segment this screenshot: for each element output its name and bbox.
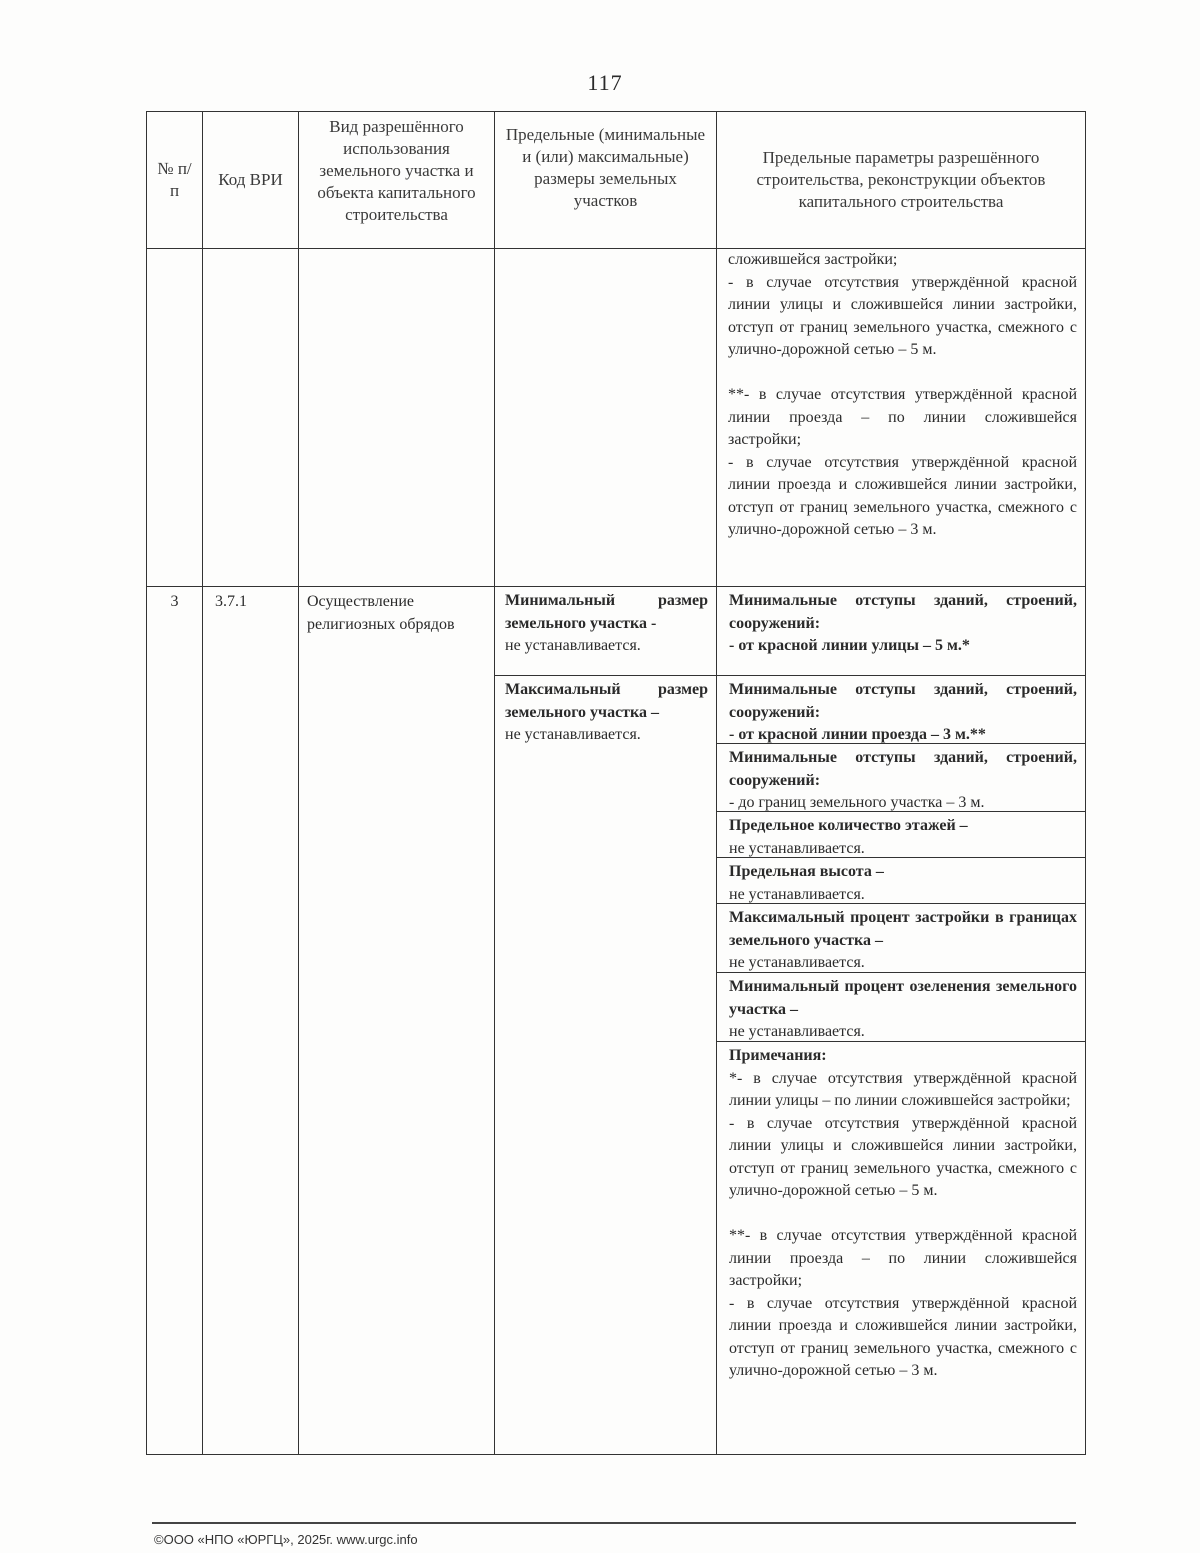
param-greening: Минимальный процент озеленения земельного участка – не устанавливается. <box>717 973 1085 1042</box>
param-setback-street: Минимальные отступы зданий, строений, сооружений: - от красной линии улицы – 5 м.* <box>717 587 1085 676</box>
plot-min: Минимальный размер земельного участка - не устанавливается. <box>495 587 716 676</box>
plot-size-cell <box>494 587 716 1454</box>
note-line: сложившейся застройки; <box>728 251 898 268</box>
header-number: № п/п <box>146 112 202 248</box>
table-row-continuation <box>146 249 1086 587</box>
notes: Примечания: *- в случае отсутствия утверждённой красной линии улицы – по линии сложившейся застройки; - в случае отсутствия утверждённой красной линии улицы и сложившейся линии застройки, отступ от границ земельного участка, смежного с улично-дорожной сетью – 5 м. **- в случае отсутствия утверждённой красной линии проезда – по линии сложившейся застройки; - в случае отсутствия утверждённой красной линии проезда и сложившейся линии застройки, отступ от границ земельного участка, смежного с улично-дорожной сетью – 3 м. <box>729 1047 1077 1379</box>
page-number: 117 <box>587 70 623 95</box>
row-use-type: Осуществление религиозных обрядов <box>298 587 494 1454</box>
header-code: Код ВРИ <box>202 112 298 248</box>
zoning-parameters-table <box>146 111 1086 1455</box>
table-header-row <box>146 112 1086 249</box>
param-setback-boundary: Минимальные отступы зданий, строений, сооружений: - до границ земельного участка – 3 м. <box>717 744 1085 812</box>
continuation-notes <box>716 249 1086 586</box>
plot-max: Максимальный размер земельного участка – не устанавливается. <box>505 681 708 743</box>
note-line: - в случае отсутствия утверждённой красной линии проезда и сложившейся линии застройки, отступ от границ земельного участка, смежного с улично-дорожной сетью – 3 м. <box>728 453 1077 538</box>
build-params-cell <box>716 587 1086 1454</box>
note-line: - в случае отсутствия утверждённой красной линии улицы и сложившейся линии застройки, отступ от границ земельного участка, смежного с улично-дорожной сетью – 5 м. <box>728 273 1077 358</box>
header-plot-size: Предельные (минимальные и (или) максимальные) размеры земельных участков <box>494 112 716 248</box>
row-code: 3.7.1 <box>202 587 298 1454</box>
param-floors: Предельное количество этажей – не устанавливается. <box>717 812 1085 858</box>
param-setback-driveway: Минимальные отступы зданий, строений, сооружений: - от красной линии проезда – 3 м.** <box>717 676 1085 744</box>
param-height: Предельная высота – не устанавливается. <box>717 858 1085 904</box>
footer-copyright: ©ООО «НПО «ЮРГЦ», 2025г. www.urgc.info <box>154 1532 418 1547</box>
header-use-type: Вид разрешённого использования земельного участка и объекта капитального строительства <box>298 112 494 248</box>
param-coverage: Максимальный процент застройки в границах земельного участка – не устанавливается. <box>717 904 1085 973</box>
row-number: 3 <box>146 587 202 1454</box>
header-build-params: Предельные параметры разрешённого строительства, реконструкции объектов капитального строительства <box>716 112 1086 248</box>
note-line: **- в случае отсутствия утверждённой красной линии проезда – по линии сложившейся застройки; <box>728 386 1077 448</box>
table-row <box>146 587 1086 1455</box>
footer-divider <box>152 1522 1076 1524</box>
